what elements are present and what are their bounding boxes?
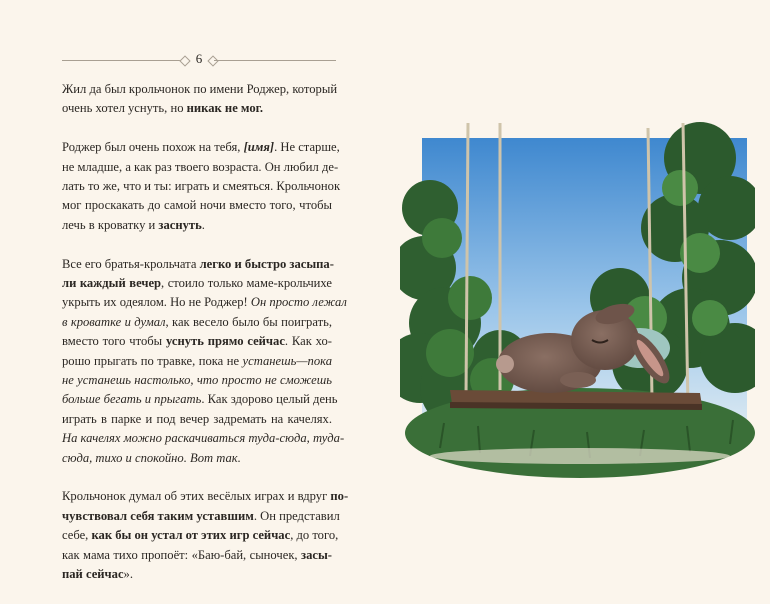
text-line: [62, 352, 332, 371]
story-text: [62, 80, 349, 604]
text-line: [62, 449, 332, 468]
text-segment: На качелях можно раскачиваться туда-сюда, туда-: [62, 431, 345, 446]
text-segment: легко и быстро засыпа-: [199, 256, 334, 271]
text-segment: [имя]: [243, 140, 275, 155]
text-line: [62, 177, 341, 196]
sleeping-rabbit-on-swing-illustration: [400, 118, 755, 518]
text-segment: как мама тихо пропоёт: «Баю-бай, сыночек,: [62, 547, 302, 562]
page-number: 6: [195, 51, 203, 66]
text-line: [62, 546, 332, 565]
text-segment: Он просто лежал: [250, 295, 347, 310]
text-segment: сюда, тихо и спокойно. Вот так.: [62, 450, 241, 465]
text-segment: рошо прыгать по травке, пока не: [62, 353, 243, 368]
text-segment: Все его братья-крольчата: [62, 256, 200, 271]
text-segment: устанешь—пока: [242, 353, 332, 368]
text-line: [62, 371, 332, 390]
text-line: [62, 410, 332, 429]
text-line: [62, 313, 332, 332]
text-segment: лать то же, что и ты: играть и смеяться. Крольчонок: [62, 179, 341, 194]
text-line: [62, 526, 339, 545]
text-line: [62, 487, 349, 506]
text-segment: ».: [123, 567, 133, 582]
text-line: [62, 196, 332, 215]
text-line: [62, 293, 347, 312]
text-line: [62, 158, 339, 177]
story-paragraph: [62, 487, 349, 584]
text-segment: засы-: [301, 547, 332, 562]
text-segment: ли каждый вечер: [62, 276, 162, 291]
text-segment: . Как хо-: [284, 334, 332, 349]
text-line: [62, 99, 332, 118]
text-line: [62, 429, 345, 448]
text-segment: не устанешь настолько, что просто не сможешь: [62, 373, 332, 388]
text-line: [62, 138, 340, 157]
text-segment: в кроватке и думал: [62, 314, 166, 329]
text-segment: Крольчонок думал об этих весёлых играх и вдруг: [62, 489, 331, 504]
text-line: [62, 332, 332, 351]
text-line: [62, 565, 332, 584]
text-segment: , стоило только маме-крольчихе: [161, 276, 332, 291]
header-ornament-right: [207, 55, 218, 66]
header-rule-left: [62, 60, 184, 61]
text-segment: Жил да был крольчонок по имени Роджер, который: [62, 82, 338, 96]
text-segment: больше бегать и прыгать: [62, 392, 202, 407]
text-segment: мог проскакать до самой ночи вместо того, чтобы: [62, 198, 332, 213]
page-header: [62, 50, 336, 70]
story-paragraph: [62, 80, 338, 119]
story-paragraph: [62, 138, 341, 235]
text-segment: пай сейчас: [62, 567, 124, 582]
text-line: [62, 274, 332, 293]
text-segment: по-: [330, 489, 349, 504]
text-segment: заснуть: [158, 217, 202, 232]
text-line: [62, 216, 332, 235]
header-ornament-left: [179, 55, 190, 66]
text-segment: укрыть их одеялом. Но не Роджер!: [62, 295, 251, 310]
text-segment: вместо того чтобы: [62, 334, 166, 349]
text-segment: себе,: [62, 528, 92, 543]
text-segment: лечь в кроватку и: [62, 217, 159, 232]
text-segment: , как весело было бы поиграть,: [165, 314, 332, 329]
text-segment: очень хотел уснуть, но: [62, 101, 187, 116]
text-segment: играть в парке и под вечер задремать на качелях.: [62, 411, 332, 426]
text-segment: уснуть прямо сейчас: [165, 334, 285, 349]
text-segment: . Как здорово целый день: [201, 392, 338, 407]
header-rule-right: [214, 60, 336, 61]
text-segment: , до того,: [290, 528, 339, 543]
text-segment: Роджер был очень похож на тебя,: [62, 140, 244, 155]
text-segment: чувствовал себя таким уставшим: [62, 508, 254, 523]
text-segment: . Он представил: [253, 508, 340, 523]
text-segment: . Не старше,: [274, 140, 340, 155]
text-segment: не младше, а как раз твоего возраста. Он любил де-: [62, 159, 339, 174]
text-line: [62, 255, 332, 274]
text-line: [62, 507, 340, 526]
path: [430, 448, 730, 464]
text-line: [62, 390, 338, 409]
text-segment: как бы он устал от этих игр сейчас: [91, 528, 291, 543]
text-segment: никак не мог.: [186, 101, 264, 116]
text-segment: .: [201, 217, 205, 232]
story-paragraph: [62, 255, 347, 468]
text-line: [62, 80, 338, 99]
